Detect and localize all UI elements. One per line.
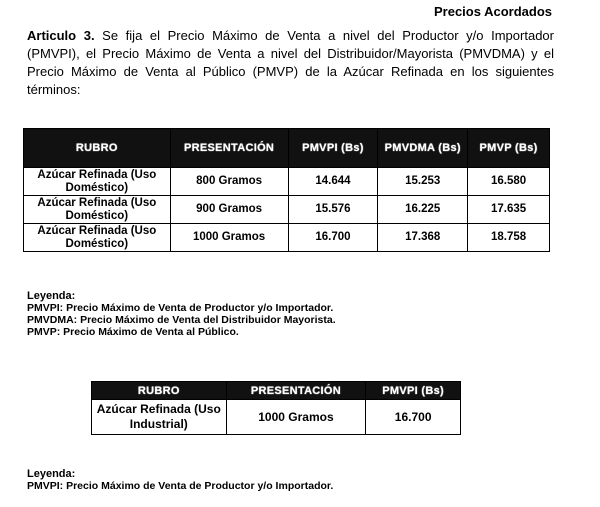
legend-item: PMVDMA: Precio Máximo de Venta del Distribuidor Mayorista. [27, 314, 336, 326]
price-table-domestic [23, 128, 550, 252]
article-text: Se fija el Precio Máximo de Venta a nivel del Productor y/o Importador (PMVPI), el Precio Máximo de Venta a nivel del Distribuidor/Mayorista (PMVDMA) y el Precio Máximo de Venta al Público (PMVP) de la Azúcar Refinada en los siguientes términos: [27, 28, 554, 97]
cell-rubro: Azúcar Refinada (Uso Doméstico) [24, 196, 171, 224]
price-table-industrial [91, 381, 461, 435]
header-presentacion: PRESENTACIÓN [226, 382, 366, 400]
header-pmvpi: PMVPI (Bs) [366, 382, 461, 400]
table-row [24, 224, 550, 252]
table-row [24, 168, 550, 196]
header-pmvpi: PMVPI (Bs) [288, 129, 378, 168]
cell-rubro: Azúcar Refinada (Uso Industrial) [92, 400, 227, 435]
cell-pmvp: 18.758 [468, 224, 550, 252]
cell-pmvp: 16.580 [468, 168, 550, 196]
cell-pmvpi: 16.700 [366, 400, 461, 435]
legend-item: PMVPI: Precio Máximo de Venta de Productor y/o Importador. [27, 302, 334, 314]
header-presentacion: PRESENTACIÓN [170, 129, 288, 168]
cell-presentacion: 1000 Gramos [226, 400, 366, 435]
header-pmvp: PMVP (Bs) [468, 129, 550, 168]
cell-pmvdma: 15.253 [378, 168, 468, 196]
page-header: Precios Acordados [433, 4, 552, 19]
table-header-row [24, 129, 550, 168]
cell-pmvp: 17.635 [468, 196, 550, 224]
table-header-row [92, 382, 461, 400]
legend-block [27, 290, 336, 338]
legend-title: Leyenda: [27, 290, 76, 302]
legend-block [27, 468, 333, 492]
cell-pmvpi: 15.576 [288, 196, 378, 224]
cell-pmvdma: 16.225 [378, 196, 468, 224]
legend-title: Leyenda: [27, 468, 76, 480]
cell-pmvdma: 17.368 [378, 224, 468, 252]
table-row [92, 400, 461, 435]
cell-presentacion: 1000 Gramos [170, 224, 288, 252]
header-rubro: RUBRO [92, 382, 227, 400]
table-row [24, 196, 550, 224]
header-rubro: RUBRO [24, 129, 171, 168]
header-pmvdma: PMVDMA (Bs) [378, 129, 468, 168]
cell-rubro: Azúcar Refinada (Uso Doméstico) [24, 224, 171, 252]
cell-pmvpi: 14.644 [288, 168, 378, 196]
legend-item: PMVP: Precio Máximo de Venta al Público. [27, 326, 239, 338]
cell-rubro: Azúcar Refinada (Uso Doméstico) [24, 168, 171, 196]
article-label: Articulo 3. [27, 28, 95, 43]
article-paragraph [27, 27, 554, 99]
legend-item: PMVPI: Precio Máximo de Venta de Productor y/o Importador. [27, 480, 334, 492]
cell-pmvpi: 16.700 [288, 224, 378, 252]
cell-presentacion: 900 Gramos [170, 196, 288, 224]
cell-presentacion: 800 Gramos [170, 168, 288, 196]
